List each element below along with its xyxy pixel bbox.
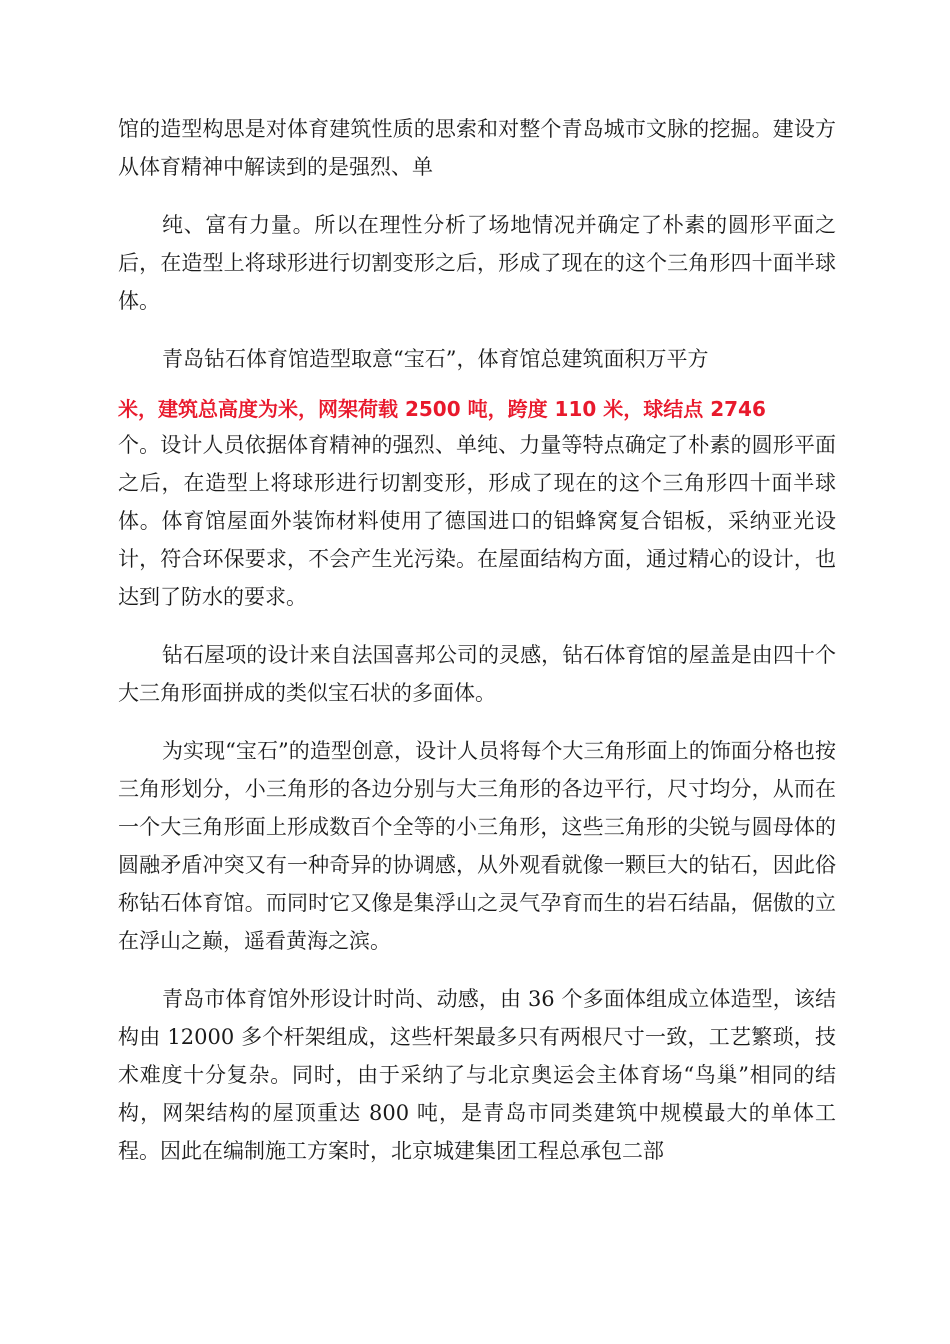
paragraph-2: 纯、富有力量。所以在理性分析了场地情况并确定了朴素的圆形平面之后，在造型上将球形进行切割变形之后，形成了现在的这个三角形四十面半球体。 (118, 213, 836, 313)
paragraph-3: 青岛钻石体育馆造型取意“宝石”，体育馆总建筑面积万平方 (162, 347, 709, 371)
highlighted-statistics-line: 米，建筑总高度为米，网架荷载 2500 吨，跨度 110 米，球结点 2746 (118, 397, 766, 421)
paragraph-7: 为实现“宝石”的造型创意，设计人员将每个大三角形面上的饰面分格也按三角形划分，小三角形的各边分别与大三角形的各边平行，尺寸均分，从而在一个大三角形面上形成数百个全等的小三角形，这些三角形的尖锐与圆母体的圆融矛盾冲突又有一种奇异的协调感，从外观看就像一颗巨大的钻石，因此俗称钻石体育馆。而同时它又像是集浮山之灵气孕育而生的岩石结晶，倨傲的立在浮山之巅，遥看黄海之滨。 (118, 739, 836, 953)
paragraph-1: 馆的造型构思是对体育建筑性质的思索和对整个青岛城市文脉的挖掘。建设方从体育精神中解读到的是强烈、单 (118, 117, 836, 179)
paragraph-5: 个。设计人员依据体育精神的强烈、单纯、力量等特点确定了朴素的圆形平面之后，在造型上将球形进行切割变形，形成了现在的这个三角形四十面半球体。体育馆屋面外装饰材料使用了德国进口的铝蜂窝复合铝板，采纳亚光设计，符合环保要求，不会产生光污染。在屋面结构方面，通过精心的设计，也达到了防水的要求。 (118, 433, 836, 609)
paragraph-8: 青岛市体育馆外形设计时尚、动感，由 36 个多面体组成立体造型，该结构由 12000 多个杆架组成，这些杆架最多只有两根尺寸一致，工艺繁琐，技术难度十分复杂。同时，由于采纳了与北京奥运会主体育场“鸟巢”相同的结构，网架结构的屋顶重达 800 吨，是青岛市同类建筑中规模最大的单体工程。因此在编制施工方案时，北京城建集团工程总承包二部 (118, 987, 837, 1163)
paragraph-6: 钻石屋项的设计来自法国喜邦公司的灵感，钻石体育馆的屋盖是由四十个大三角形面拼成的类似宝石状的多面体。 (118, 643, 836, 705)
document-body (118, 110, 836, 1170)
